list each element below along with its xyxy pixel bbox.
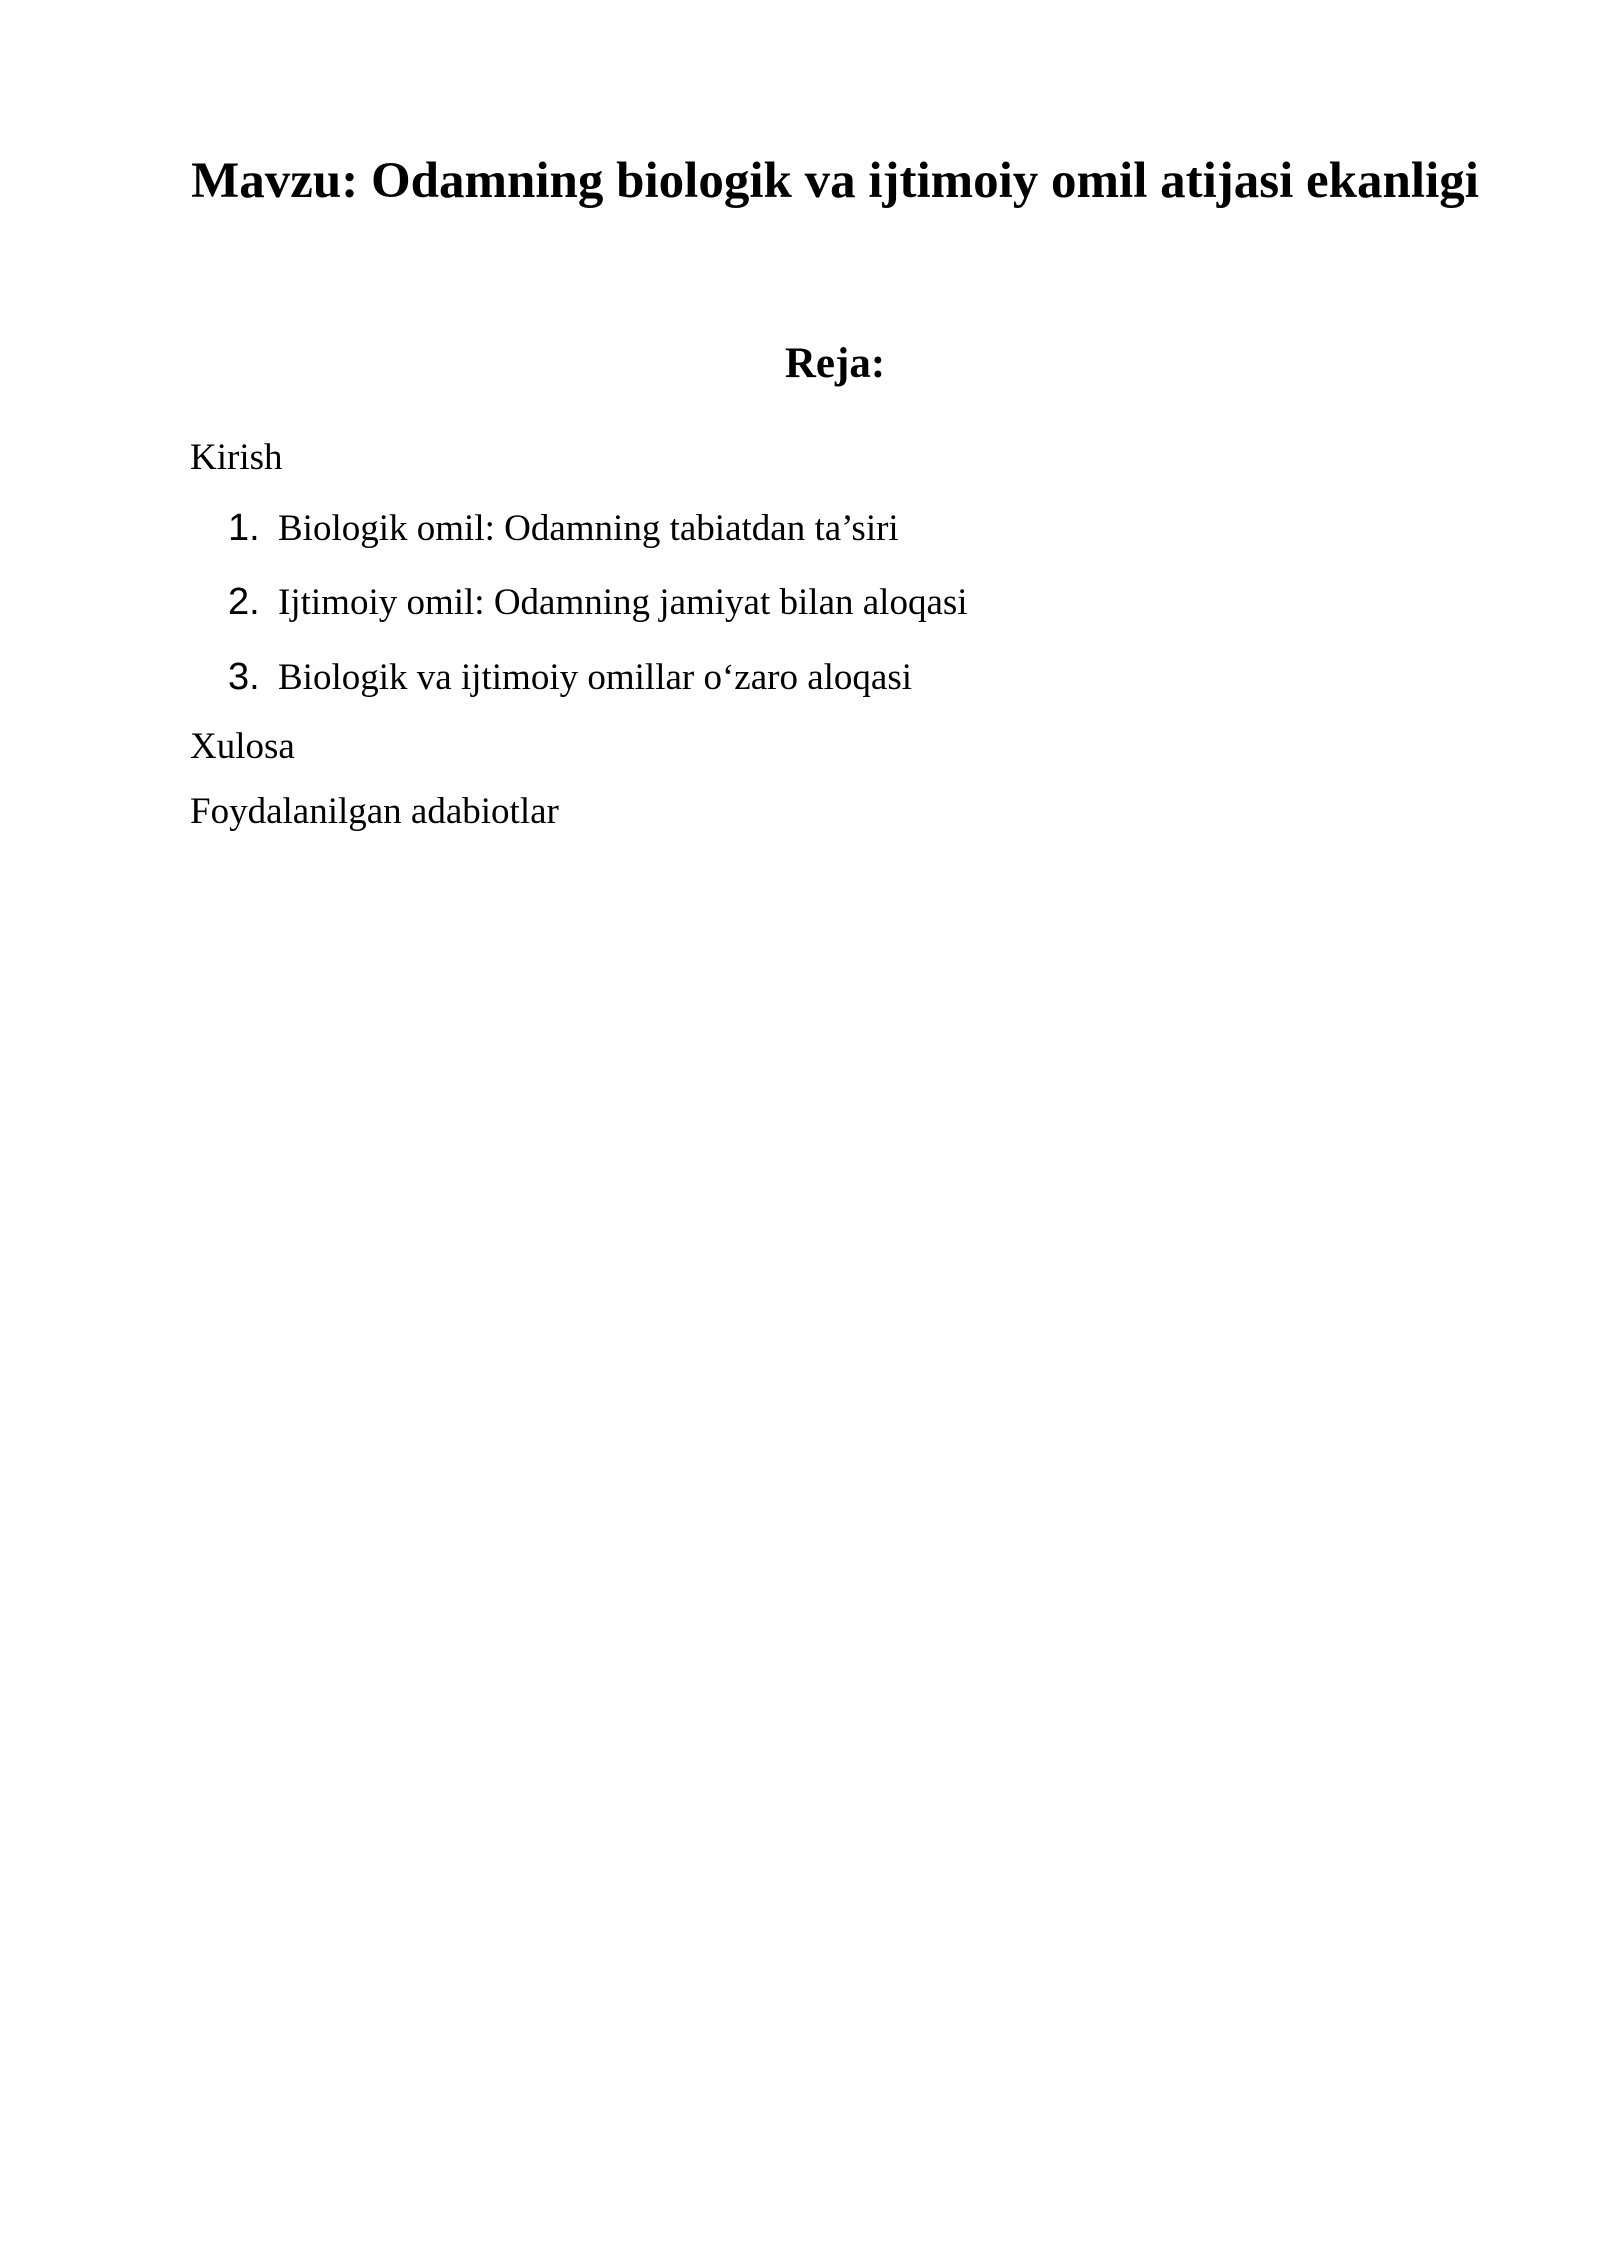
list-item-text: Biologik va ijtimoiy omillar o‘zaro aloqasi — [278, 657, 913, 698]
document-title: Mavzu: Odamning biologik va ijtimoiy omil atijasi ekanligi — [191, 153, 1479, 209]
intro-line: Kirish — [190, 437, 283, 478]
list-item-number: 2. — [228, 581, 260, 623]
plan-list-item — [228, 503, 899, 554]
list-item-text: Biologik omil: Odamning tabiatdan ta’siri — [278, 508, 899, 549]
list-item-number: 3. — [228, 656, 260, 698]
plan-heading: Reja: — [784, 340, 886, 387]
plan-list-item — [228, 577, 968, 628]
references-line: Foydalanilgan adabiotlar — [190, 791, 559, 832]
list-item-text: Ijtimoiy omil: Odamning jamiyat bilan aloqasi — [278, 582, 968, 623]
list-item-number: 1. — [228, 507, 260, 549]
conclusion-line: Xulosa — [190, 726, 295, 767]
plan-list-item — [228, 652, 912, 703]
